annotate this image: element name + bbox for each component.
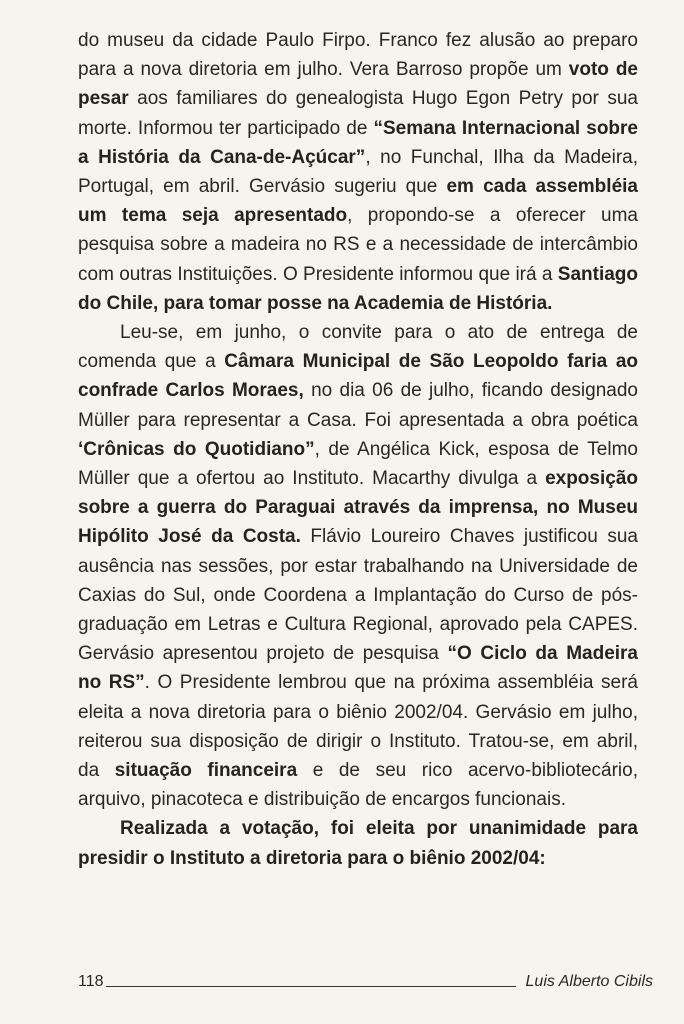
- bold-text: Câmara Municipal de São Leopoldo faria ao confrade Carlos Moraes,: [78, 351, 639, 402]
- text-segment: aos familiares do genealogista Hugo Egon Petry por sua morte. Informou ter participado de: [78, 88, 638, 139]
- text-segment: Flávio Loureiro Chaves justificou sua ausência nas sessões, por estar trabalhando na Universidade de Caxias do Sul, onde Coordena a Implantação do Curso de pós-graduação em Letras e Cultura Regional, aprovado pela CAPES. Gervásio apresentou projeto de pesquisa: [78, 526, 638, 665]
- page-footer: [78, 969, 653, 995]
- paragraph: [78, 318, 638, 814]
- bold-text: ‘Crônicas do Quotidiano”: [78, 438, 315, 460]
- bold-text: “Semana Internacional sobre a História da Cana-de-Açúcar”: [78, 117, 639, 168]
- bold-text: em cada assembléia um tema seja apresentado: [78, 176, 638, 227]
- bold-text: “O Ciclo da Madeira no RS”: [78, 643, 639, 694]
- bold-text: Realizada a votação, foi eleita por unanimidade para presidir o Instituto a diretoria para o biênio 2002/04:: [78, 818, 638, 869]
- body-text: [78, 26, 638, 873]
- text-segment: do museu da cidade Paulo Firpo. Franco fez alusão ao preparo para a nova diretoria em julho. Vera Barroso propõe um: [78, 30, 638, 81]
- footer-rule: [106, 986, 516, 987]
- page-number: 118: [78, 973, 104, 990]
- text-segment: . O Presidente lembrou que na próxima assembléia será eleita a nova diretoria para o biênio 2002/04. Gervásio em julho, reiterou sua disposição de dirigir o Instituto. Tratou-se, em abril, da: [78, 672, 638, 782]
- bold-text: Santiago do Chile, para tomar posse na Academia de História.: [78, 263, 638, 314]
- text-segment: , de Angélica Kick, esposa de Telmo Müller que a ofertou ao Instituto. Macarthy divulga a: [78, 438, 638, 490]
- running-author: Luis Alberto Cibils: [525, 973, 653, 990]
- paragraph: [78, 26, 638, 318]
- text-segment: no dia 06 de julho, ficando designado Müller para representar a Casa. Foi apresentada a obra poética: [78, 380, 638, 431]
- text-segment: e de seu rico acervo-bibliotecário, arquivo, pinacoteca e distribuição de encargos funcionais.: [78, 760, 638, 811]
- text-segment: , propondo-se a oferecer uma pesquisa sobre a madeira no RS e a necessidade de intercâmbio com outras Instituições. O Presidente informou que irá a: [78, 205, 638, 285]
- bold-text: exposição sobre a guerra do Paraguai através da imprensa, no Museu Hipólito José da Costa.: [78, 468, 638, 548]
- text-segment: , no Funchal, Ilha da Madeira, Portugal, em abril. Gervásio sugeriu que: [78, 146, 638, 198]
- bold-text: situação financeira: [114, 760, 298, 782]
- paragraph: [78, 814, 638, 872]
- bold-text: voto de pesar: [78, 59, 638, 110]
- text-segment: Leu-se, em junho, o convite para o ato de entrega de comenda que a: [78, 322, 638, 373]
